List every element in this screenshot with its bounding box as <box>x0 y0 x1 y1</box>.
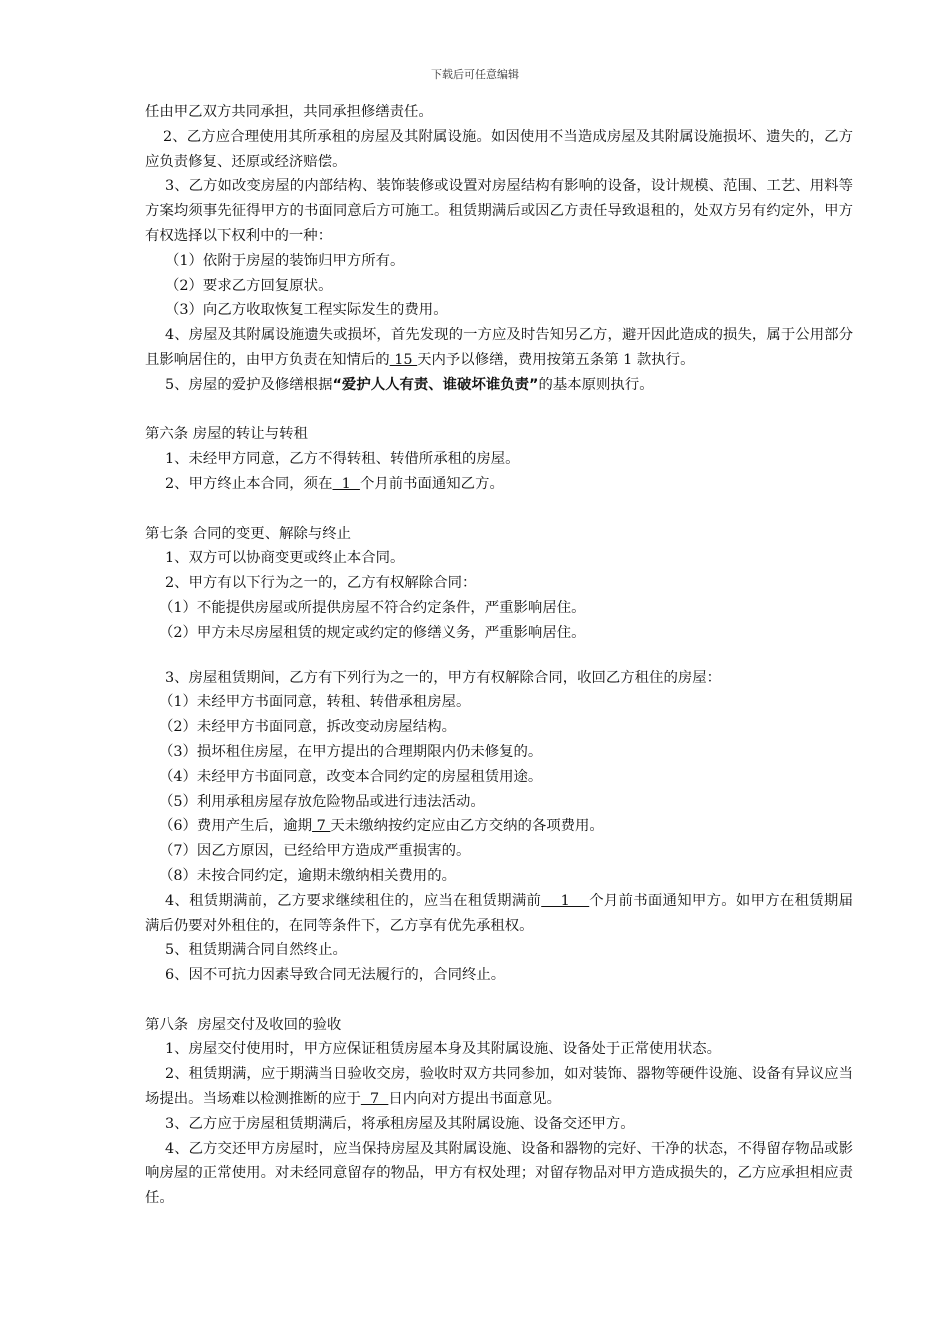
paragraph: 1、房屋交付使用时，甲方应保证租赁房屋本身及其附属设施、设备处于正常使用状态。 <box>165 1041 722 1058</box>
section-heading: 第六条 房屋的转让与转租 <box>145 426 308 443</box>
list-item: （3）向乙方收取恢复工程实际发生的费用。 <box>165 302 448 319</box>
list-item: （1）不能提供房屋或所提供房屋不符合约定条件，严重影响居住。 <box>159 599 586 616</box>
list-item: （1）未经甲方书面同意，转租、转借承租房屋。 <box>159 694 471 711</box>
paragraph: 2、乙方应合理使用其所承租的房屋及其附属设施。如因使用不当造成房屋及其附属设施损坏、遗失的，乙方应负责修复、还原或经济赔偿。 <box>145 128 853 170</box>
text: 2、甲方终止本合同，须在 <box>165 475 333 492</box>
text: 的基本原则执行。 <box>538 376 654 393</box>
paragraph: 2、甲方有以下行为之一的，乙方有权解除合同： <box>165 575 477 592</box>
paragraph: 3、房屋租赁期间，乙方有下列行为之一的，甲方有权解除合同，收回乙方租住的房屋： <box>165 669 722 686</box>
document-body <box>145 100 853 1211</box>
paragraph <box>145 323 853 373</box>
paragraph: 3、乙方如改变房屋的内部结构、装饰装修或设置对房屋结构有影响的设备，设计规模、范围、工艺、用料等方案均须事先征得甲方的书面同意后方可施工。租赁期满后或因乙方责任导致退租的，处双方另有约定外，甲方有权选择以下权利中的一种： <box>145 178 853 244</box>
paragraph: 5、租赁期满合同自然终止。 <box>165 942 347 959</box>
list-item: （2）未经甲方书面同意，拆改变动房屋结构。 <box>159 719 456 736</box>
filled-blank: 7 <box>360 1091 389 1108</box>
paragraph <box>145 1062 853 1112</box>
filled-blank: 15 <box>389 351 418 368</box>
text: 2、租赁期满，应于期满当日验收交房，验收时双方共同参加，如对装饰、器物等硬件设施、设备有异议应当场提出。当场难以检测推断的应于 <box>145 1066 853 1108</box>
text: 4、房屋及其附属设施遗失或损坏，首先发现的一方应及时告知另乙方，避开因此造成的损失，属于公用部分且影响居住的，由甲方负责在知情后的 <box>145 327 853 368</box>
list-item: （8）未按合同约定，逾期未缴纳相关费用的。 <box>159 867 456 884</box>
list-item: （7）因乙方原因，已经给甲方造成严重损害的。 <box>159 843 471 860</box>
text: 4、租赁期满前，乙方要求继续租住的，应当在租赁期满前 <box>165 892 542 909</box>
paragraph: 3、乙方应于房屋租赁期满后，将承租房屋及其附属设施、设备交还甲方。 <box>165 1115 635 1132</box>
text: 天未缴纳按约定应由乙方交纳的各项费用。 <box>330 818 604 835</box>
filled-blank: 7 <box>312 818 331 835</box>
bold-quote: “爱护人人有责、谁破坏谁负责” <box>332 376 539 393</box>
list-item: （4）未经甲方书面同意，改变本合同约定的房屋租赁用途。 <box>159 768 543 785</box>
paragraph <box>145 472 853 497</box>
list-item: （3）损坏租住房屋，在甲方提出的合理期限内仍未修复的。 <box>159 743 543 760</box>
text: 5、房屋的爱护及修缮根据 <box>165 376 333 393</box>
text: （6）费用产生后，逾期 <box>159 818 313 835</box>
paragraph: 1、双方可以协商变更或终止本合同。 <box>165 550 405 567</box>
text: 个月前书面通知乙方。 <box>359 475 504 492</box>
paragraph: 4、乙方交还甲方房屋时，应当保持房屋及其附属设施、设备和器物的完好、干净的状态，不得留存物品或影响房屋的正常使用。对未经同意留存的物品，甲方有权处理；对留存物品对甲方造成损失的，乙方应承担相应责任。 <box>145 1140 853 1207</box>
list-item: （5）利用承租房屋存放危险物品或进行违法活动。 <box>159 793 485 810</box>
list-item: （2）要求乙方回复原状。 <box>165 277 333 294</box>
paragraph: 任由甲乙双方共同承担，共同承担修缮责任。 <box>145 104 433 120</box>
paragraph: 1、未经甲方同意，乙方不得转租、转借所承租的房屋。 <box>165 451 520 468</box>
text: 日内向对方提出书面意见。 <box>388 1091 562 1108</box>
list-item <box>145 814 853 839</box>
list-item: （2）甲方未尽房屋租赁的规定或约定的修缮义务，严重影响居住。 <box>159 624 586 641</box>
page-header: 下载后可任意编辑 <box>431 68 519 81</box>
paragraph: 6、因不可抗力因素导致合同无法履行的，合同终止。 <box>165 967 506 984</box>
filled-blank: 1 <box>541 892 590 909</box>
paragraph <box>145 889 853 939</box>
paragraph <box>145 373 853 398</box>
list-item: （1）依附于房屋的装饰归甲方所有。 <box>165 252 405 269</box>
filled-blank: 1 <box>332 475 360 492</box>
section-heading: 第八条 房屋交付及收回的验收 <box>145 1016 342 1033</box>
text: 个月前书面通知甲方。如甲方在租赁期届满后仍要对外租住的，在同等条件下，乙方享有优先承租权。 <box>145 892 853 934</box>
section-heading: 第七条 合同的变更、解除与终止 <box>145 525 352 542</box>
text: 天内予以修缮，费用按第五条第 1 款执行。 <box>417 351 695 368</box>
